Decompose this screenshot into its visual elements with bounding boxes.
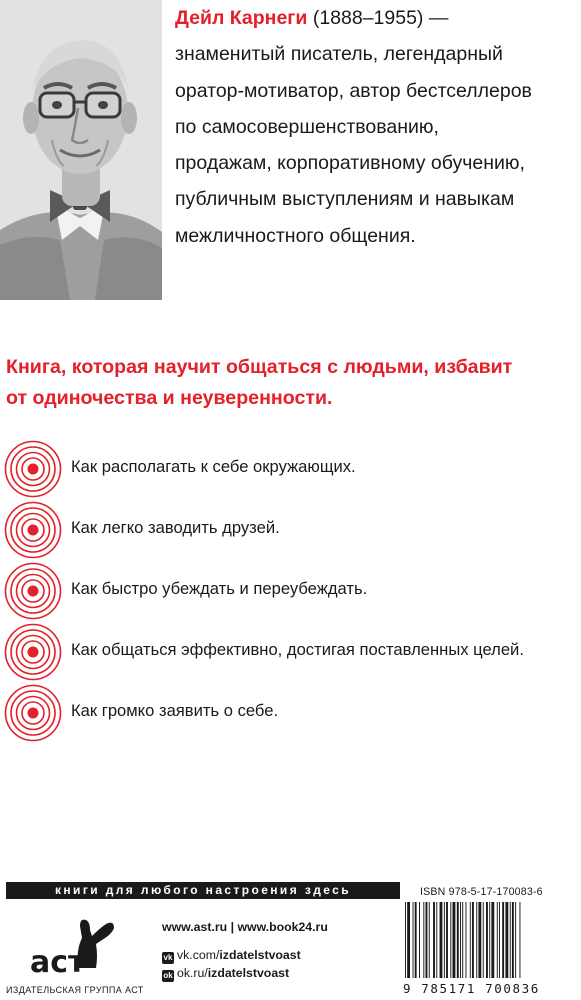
site-ast-link[interactable]: www.ast.ru: [162, 920, 228, 934]
vk-prefix: vk.com/: [177, 948, 220, 962]
barcode-bar: [519, 902, 520, 978]
barcode-bar: [491, 902, 494, 978]
author-bio: [175, 0, 577, 254]
bio-line: публичным выступлениям и навыкам: [175, 188, 515, 211]
author-portrait: [0, 0, 162, 300]
barcode-bar: [429, 902, 430, 978]
barcode-bar: [413, 902, 414, 978]
list-item-label: Как легко заводить друзей.: [71, 518, 280, 537]
list-item: [0, 682, 581, 746]
barcode-bar: [405, 902, 406, 978]
barcode-digits: 9 785171 700836: [403, 981, 540, 996]
headline-line: Книга, которая научит общаться с людьми, избавит: [6, 356, 513, 378]
author-name: Дейл Карнеги: [175, 7, 308, 29]
barcode-bar: [415, 902, 417, 978]
barcode-bar: [433, 902, 435, 978]
barcode-bar: [465, 902, 466, 978]
bio-heading-line: [175, 0, 577, 36]
target-icon: [3, 622, 63, 682]
ok-handle: izdatelstvoast: [207, 966, 290, 980]
vk-icon: vk: [163, 953, 173, 962]
barcode: [403, 902, 575, 982]
ok-icon: ok: [163, 971, 173, 980]
barcode-bar: [472, 902, 474, 978]
barcode-bar: [505, 902, 508, 978]
list-item-label: Как громко заявить о себе.: [71, 701, 279, 720]
list-item-label: Как общаться эффективно, достигая поставленных целей.: [71, 640, 524, 659]
barcode-bar: [457, 902, 459, 978]
list-item: [0, 499, 581, 563]
headline-line: от одиночества и неуверенности.: [6, 387, 333, 409]
barcode-bar: [407, 902, 410, 978]
ok-prefix: ok.ru/: [177, 966, 208, 980]
site-book24-link[interactable]: www.book24.ru: [237, 920, 328, 934]
list-item: [0, 438, 581, 502]
barcode-bar: [462, 902, 463, 978]
barcode-bar: [436, 902, 437, 978]
bio-line: продажам, корпоративному обучению,: [175, 152, 525, 175]
barcode-bar: [483, 902, 484, 978]
barcode-bar: [497, 902, 498, 978]
list-item-label: Как быстро убеждать и переубеждать.: [71, 579, 368, 598]
barcode-bar: [419, 902, 420, 978]
barcode-bar: [486, 902, 488, 978]
publisher-name: ИЗДАТЕЛЬСКАЯ ГРУППА АСТ: [6, 985, 144, 995]
bio-line: оратор-мотиватор, автор бестселлеров: [175, 79, 532, 102]
barcode-bar: [453, 902, 456, 978]
list-item-label: Как располагать к себе окружающих.: [71, 457, 356, 476]
barcode-bar: [426, 902, 428, 978]
ok-link[interactable]: [162, 966, 289, 982]
target-icon: [3, 561, 63, 621]
list-item: [0, 560, 581, 624]
vk-link[interactable]: [162, 948, 301, 964]
barcode-bar: [470, 902, 471, 978]
barcode-bar: [515, 902, 516, 978]
tagline-banner: книги для любого настроения здесь: [6, 882, 400, 899]
websites: [162, 920, 328, 934]
target-icon: [3, 683, 63, 743]
barcode-bar: [476, 902, 477, 978]
author-years: (1888–1955) —: [307, 7, 449, 29]
barcode-bar: [510, 902, 511, 978]
target-icon: [3, 439, 63, 499]
barcode-bar: [499, 902, 500, 978]
barcode-bar: [478, 902, 481, 978]
barcode-bar: [450, 902, 451, 978]
bio-line: знаменитый писатель, легендарный: [175, 43, 503, 66]
barcode-bar: [440, 902, 443, 978]
ast-logo: [26, 910, 126, 982]
barcode-bar: [489, 902, 490, 978]
target-icon: [3, 500, 63, 560]
barcode-bar: [512, 902, 514, 978]
book-headline: [6, 352, 576, 414]
barcode-bar: [423, 902, 424, 978]
bio-line: межличностного общения.: [175, 224, 416, 247]
barcode-bar: [502, 902, 504, 978]
logo-text: аст: [30, 945, 86, 980]
isbn-label: ISBN 978-5-17-170083-6: [420, 886, 543, 898]
barcode-bar: [444, 902, 445, 978]
barcode-bar: [446, 902, 448, 978]
site-separator: |: [227, 920, 238, 934]
barcode-bar: [460, 902, 461, 978]
vk-handle: izdatelstvoast: [219, 948, 301, 962]
list-item: [0, 621, 581, 685]
bio-line: по самосовершенствованию,: [175, 115, 439, 138]
